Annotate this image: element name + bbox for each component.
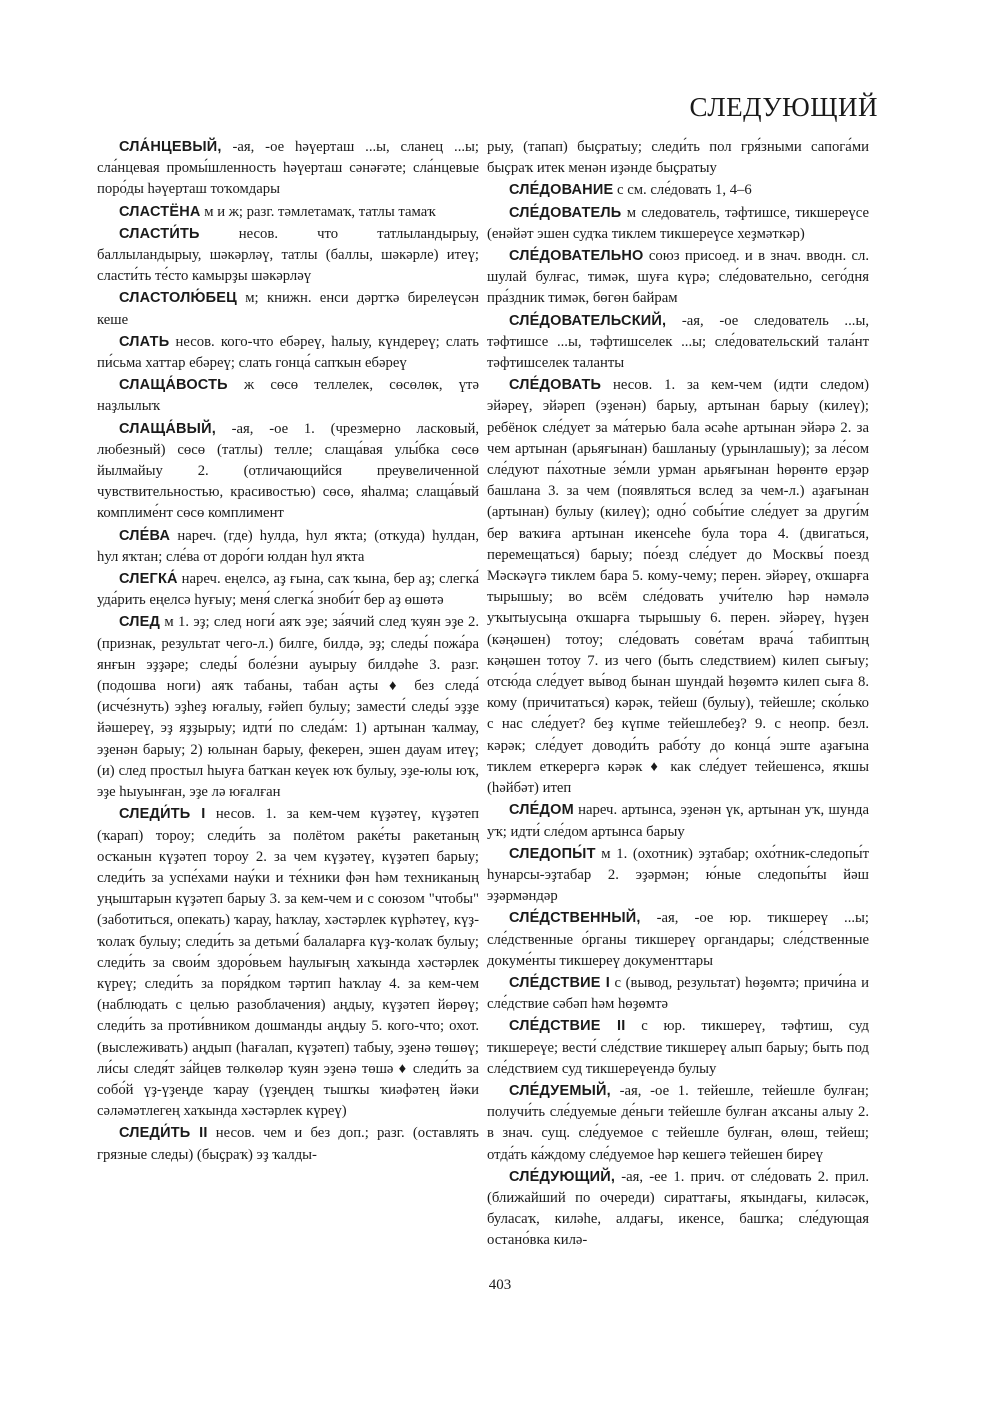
entry-sleduyushchij: СЛЕ́ДУЮЩИЙ, -ая, -ее 1. прич. от сле́довать 2. прил. (ближайший по очереди) сираттағы, яҡындағы, киләсәк, буласаҡ, киләһе, алдағы, икенсе, башҡа; сле́дующая остано́вка килә-	[487, 1168, 869, 1249]
entry-sledit-2: СЛЕДИ́ТЬ II несов. чем и без доп.; разг. (оставлять грязные следы) (быҫраҡ) эҙ ҡалды-	[97, 1125, 479, 1163]
headword: СЛЕ́ДОВАТЕЛЬСКИЙ,	[509, 312, 667, 329]
running-head: СЛЕДУЮЩИЙ	[689, 92, 878, 122]
entry-slastolyubec: СЛАСТОЛЮ́БЕЦ м; книжн. енси дәртҡә бирелеүсән кеше	[97, 290, 479, 328]
entry-slegka: СЛЕГКА́ нареч. еңелсә, аҙ ғына, саҡ ҡына, бер аҙ; слегка́ уда́рить еңелсә һуғыу; меня́ слегка́ зноби́т бер аҙ өшөтә	[97, 571, 479, 609]
entry-slashchavyj: СЛАЩА́ВЫЙ, -ая, -ое 1. (чрезмерно ласковый, любезный) сөсө (татлы) телле; слаща́вая улы́бка сөсө йылмайыу 2. (отличающийся преувеличенной чувствительностью, красивостью) сөсө, яһалма; слаща́вый комплиме́нт сөсө комплимент	[97, 420, 479, 522]
headword: СЛАСТОЛЮ́БЕЦ	[119, 290, 237, 307]
headword: СЛЕ́ДОМ	[509, 802, 574, 819]
entry-sled: СЛЕД м 1. эҙ; след ноги́ аяҡ эҙе; за́ячий след ҡуян эҙе 2. (признак, результат чего-л.) билге, билдә, эҙ; следы́ пожа́ра янғын эҙҙәре; следы́ боле́зни ауырыу билдәһе 3. разг. (подошва ноги) аяҡ табаны, табан аҫты ♦ без следа́ (исче́знуть) эҙһеҙ юғалыу, ғәйеп булыу; замести́ следы́ эҙҙе йәшереү, эҙ яҙҙырыу; идти́ по следа́м: 1) артынан ҡалмау, эҙенән барыу; 2) юлынан барыу, фекерен, эшен дауам итеү; (и) след простыл һыуға батҡан кеүек юҡ булыу, эҙе-юлы юҡ, эҙе һыуынған, эҙе лә юғалған	[97, 614, 479, 801]
headword: СЛЕ́ДОВАНИЕ	[509, 182, 614, 199]
entry-slastena: СЛАСТЁНА м и ж; разг. тәмлетамаҡ, татлы тамаҡ	[119, 203, 436, 220]
headword: СЛЕ́ДОВАТЕЛЬНО	[509, 248, 644, 265]
entry-sledstvie-1: СЛЕ́ДСТВИЕ I с (вывод, результат) һөҙөмтә; причи́на и сле́дствие сәбәп һәм һөҙөмтә	[487, 974, 869, 1013]
entry-slancevyj: СЛА́НЦЕВЫЙ, -ая, -ое һәүерташ ...ы, сланец ...ы; сла́нцевая промы́шленность һәүерташ сәнәғәте; сла́нцевые поро́ды һәүерташ тоҡомдары	[97, 139, 479, 198]
page-number: 403	[488, 1277, 512, 1293]
entry-sleduemyj: СЛЕ́ДУЕМЫЙ, -ая, -ое 1. тейешле, тейешле булған; получи́ть сле́дуемые де́ньги тейешле булған аҡсаны алыу 2. в знач. сущ. сле́дуемое с тейешле булған, өлөш, тейеш; отда́ть ка́ждому сле́дуемое һәр кешегә тейешен биреү	[487, 1082, 869, 1163]
headword: СЛАСТЁНА	[119, 203, 201, 220]
entry-sledovat: СЛЕ́ДОВАТЬ несов. 1. за кем-чем (идти следом) эйәреү, эйәреп (эҙенән) барыу, артынан барыу (килеү); ребёнок сле́дует за ма́терью бала әсәһе артынан эйәрә 2. за чем артынан (арьяғынан) башланыу (урынлашыу); за ле́сом сле́дуют па́хотные зе́мли урман арьяғынан һөрөнтө ерҙәр башлана 3. за чем (появляться вслед за чем-л.) аҙағынан (артынан) булыу (килеү); одно́ собы́тие сле́дует за други́м бер ваҡиға артынан икенсеһе була тора 4. (двигаться, перемещаться) барыу; по́езд сле́дует до Москвы́ поезд Мәскәүгә тиклем бара 5. кому-чему; перен. эйәреү, оҡшарға тырышыу; во всём сле́довать учи́телю һәр нәмәлә уҡытыусыңа оҡшарға тырышыу 6. перен. эйәреү, һүҙен (кәңәшен) тотоу; сле́довать сове́там врача́ табиптың кәңәшен тотоу 7. из чего (быть следствием) килеп сығыу; отсю́да сле́дует вы́вод бынан шундай һөҙөмтә килеп сыға 8. кому (причитаться) кәрәк, тейеш (булыу), тейешле; ско́лько с нас сле́дует? беҙ күпме тейешлебеҙ? 9. с неопр. безл. кәрәк; сле́дует доводи́ть рабо́ту до конца́ эште аҙағына тиклем еткерергә кәрәк ♦ как сле́дует тейешенсә, яҡшы (һәйбәт) итеп	[487, 377, 869, 797]
headword: СЛЕГКА́	[119, 571, 178, 588]
entry-sledovatelno: СЛЕ́ДОВАТЕЛЬНО союз присоед. и в знач. вводн. сл. шулай булғас, тимәк, шуға күрә; сле́довательно, сего́дня пра́здник тимәк, бөгөн байрам	[487, 248, 869, 307]
entry-sledovatel: СЛЕ́ДОВАТЕЛЬ м следователь, тәфтишсе, тикшереүсе (енәйәт эшен судҡа тиклем тикшереүсе хеҙмәткәр)	[487, 204, 869, 242]
entry-slashchavost: СЛАЩА́ВОСТЬ ж сөсө теллелек, сөсөлөк, үтә наҙлылыҡ	[97, 377, 479, 415]
headword: СЛА́НЦЕВЫЙ,	[119, 139, 222, 155]
headword: СЛЕ́ВА	[119, 527, 171, 544]
entry-sledstvennyj: СЛЕ́ДСТВЕННЫЙ, -ая, -ое юр. тикшереү ...ы; сле́дственные о́рганы тикшереү органдары; сле́дственные докуме́нты тикшереү документтары	[487, 910, 869, 969]
entry-sledovanie: СЛЕ́ДОВАНИЕ с см. сле́довать 1, 4–6	[509, 182, 752, 199]
headword: СЛЕ́ДСТВИЕ II	[509, 1018, 626, 1035]
headword: СЛЕ́ДОВАТЬ	[509, 377, 602, 394]
entry-sledit-1: СЛЕДИ́ТЬ I несов. 1. за кем-чем күҙәтеү, күҙәтеп (ҡарап) тороу; следи́ть за полётом раке́ты ракетаның осҡанын күҙәтеп тороу 2. за чем күҙәтеү, күҙәтеп барыу; следи́ть за успе́хами нау́ки и те́хники фән һәм техниканың уңыштарын күҙәтеп барыу 3. за кем-чем и с союзом "чтобы" (заботиться, опекать) ҡарау, һаҡлау, хәстәрлек күрһәтеү, күҙ-ҡолаҡ булыу; следи́ть за детьми́ балаларға күҙ-ҡолаҡ булыу; следи́ть за свои́м здоро́вьем һаулығың хаҡында хәстәрлек күреү; следи́ть за поря́дком тәртип һаҡлау 4. за кем-чем (наблюдать с целью разоблачения) аңдыу, күҙәтеп йөрөү; следи́ть за проти́вником дошманды аңдыу 5. кого-что; охот. (выслеживать) аңдып (һағалап, күҙәтеп) табыу, эҙенә төшөү; ли́сы следя́т за́йцев төлкөләр ҡуян эҙенә төшә ♦ следи́ть за собо́й үҙ-үҙеңде ҡарау (үҙеңдең тышҡы ҡиәфәтең йәки сәләмәтлегең хаҡында хәстәрлек күреү)	[97, 806, 480, 1120]
entry-sledom: СЛЕ́ДОМ нареч. артынса, эҙенән үк, артынан уҡ, шунда уҡ; идти́ сле́дом артынса барыу	[487, 802, 869, 840]
entry-sledopyt: СЛЕДОПЫ́Т м 1. (охотник) эҙтабар; охо́тник-следопы́т һунарсы-эҙтабар 2. эҙәрмән; ю́ные следопы́ты йәш эҙәрмәндәр	[487, 845, 869, 905]
entry-slastit: СЛАСТИ́ТЬ несов. что татлыландырыу, баллыландырыу, шәкәрләү, татлы (баллы, шәкәрле) итеү; сласти́ть те́сто камырҙы шәкәрләү	[97, 225, 479, 285]
entry-sledovatelskij: СЛЕ́ДОВАТЕЛЬСКИЙ, -ая, -ое следователь ...ы, тәфтишсе ...ы, тәфтишселек ...ы; сле́довательский тала́нт тәфтишселек таланты	[487, 312, 869, 372]
headword: СЛАЩА́ВОСТЬ	[119, 377, 228, 394]
headword: СЛАСТИ́ТЬ	[119, 225, 200, 242]
headword: СЛЕДИ́ТЬ I	[119, 806, 206, 823]
entry-sledstvie-2: СЛЕ́ДСТВИЕ II с юр. тикшереү, тәфтиш, суд тикшереүе; вести́ сле́дствие тикшереү алып барыу; быть под сле́дствием суд тикшереүендә булыу	[487, 1018, 869, 1077]
headword: СЛЕДОПЫ́Т	[509, 845, 596, 862]
left-column	[97, 137, 479, 1167]
headword: СЛЕ́ДОВАТЕЛЬ	[509, 204, 622, 221]
headword: СЛЕД	[119, 614, 161, 631]
entry-sleva: СЛЕ́ВА нареч. (где) һулда, һул яҡта; (откуда) һулдан, һул яҡтан; сле́ва от доро́ги юлдан һул яҡта	[97, 527, 479, 565]
headword: СЛАЩА́ВЫЙ,	[119, 420, 216, 437]
entry-slat: СЛАТЬ несов. кого-что ебәреү, һалыу, күндереү; слать пи́сьма хаттар ебәреү; слать гонца́ сапҡын ебәреү	[97, 333, 479, 372]
headword: СЛАТЬ	[119, 333, 170, 350]
headword: СЛЕ́ДСТВИЕ I	[509, 974, 610, 991]
entry-sledit-2-continued: рыу, (тапап) быҫратыу; следи́ть пол гря́зными сапога́ми быҫраҡ итек менән иҙәнде быҫратыу	[487, 139, 869, 177]
right-column	[487, 137, 869, 1253]
headword: СЛЕДИ́ТЬ II	[119, 1125, 208, 1142]
headword: СЛЕ́ДУЕМЫЙ,	[509, 1082, 611, 1099]
headword: СЛЕ́ДУЮЩИЙ,	[509, 1168, 616, 1185]
headword: СЛЕ́ДСТВЕННЫЙ,	[509, 910, 641, 927]
